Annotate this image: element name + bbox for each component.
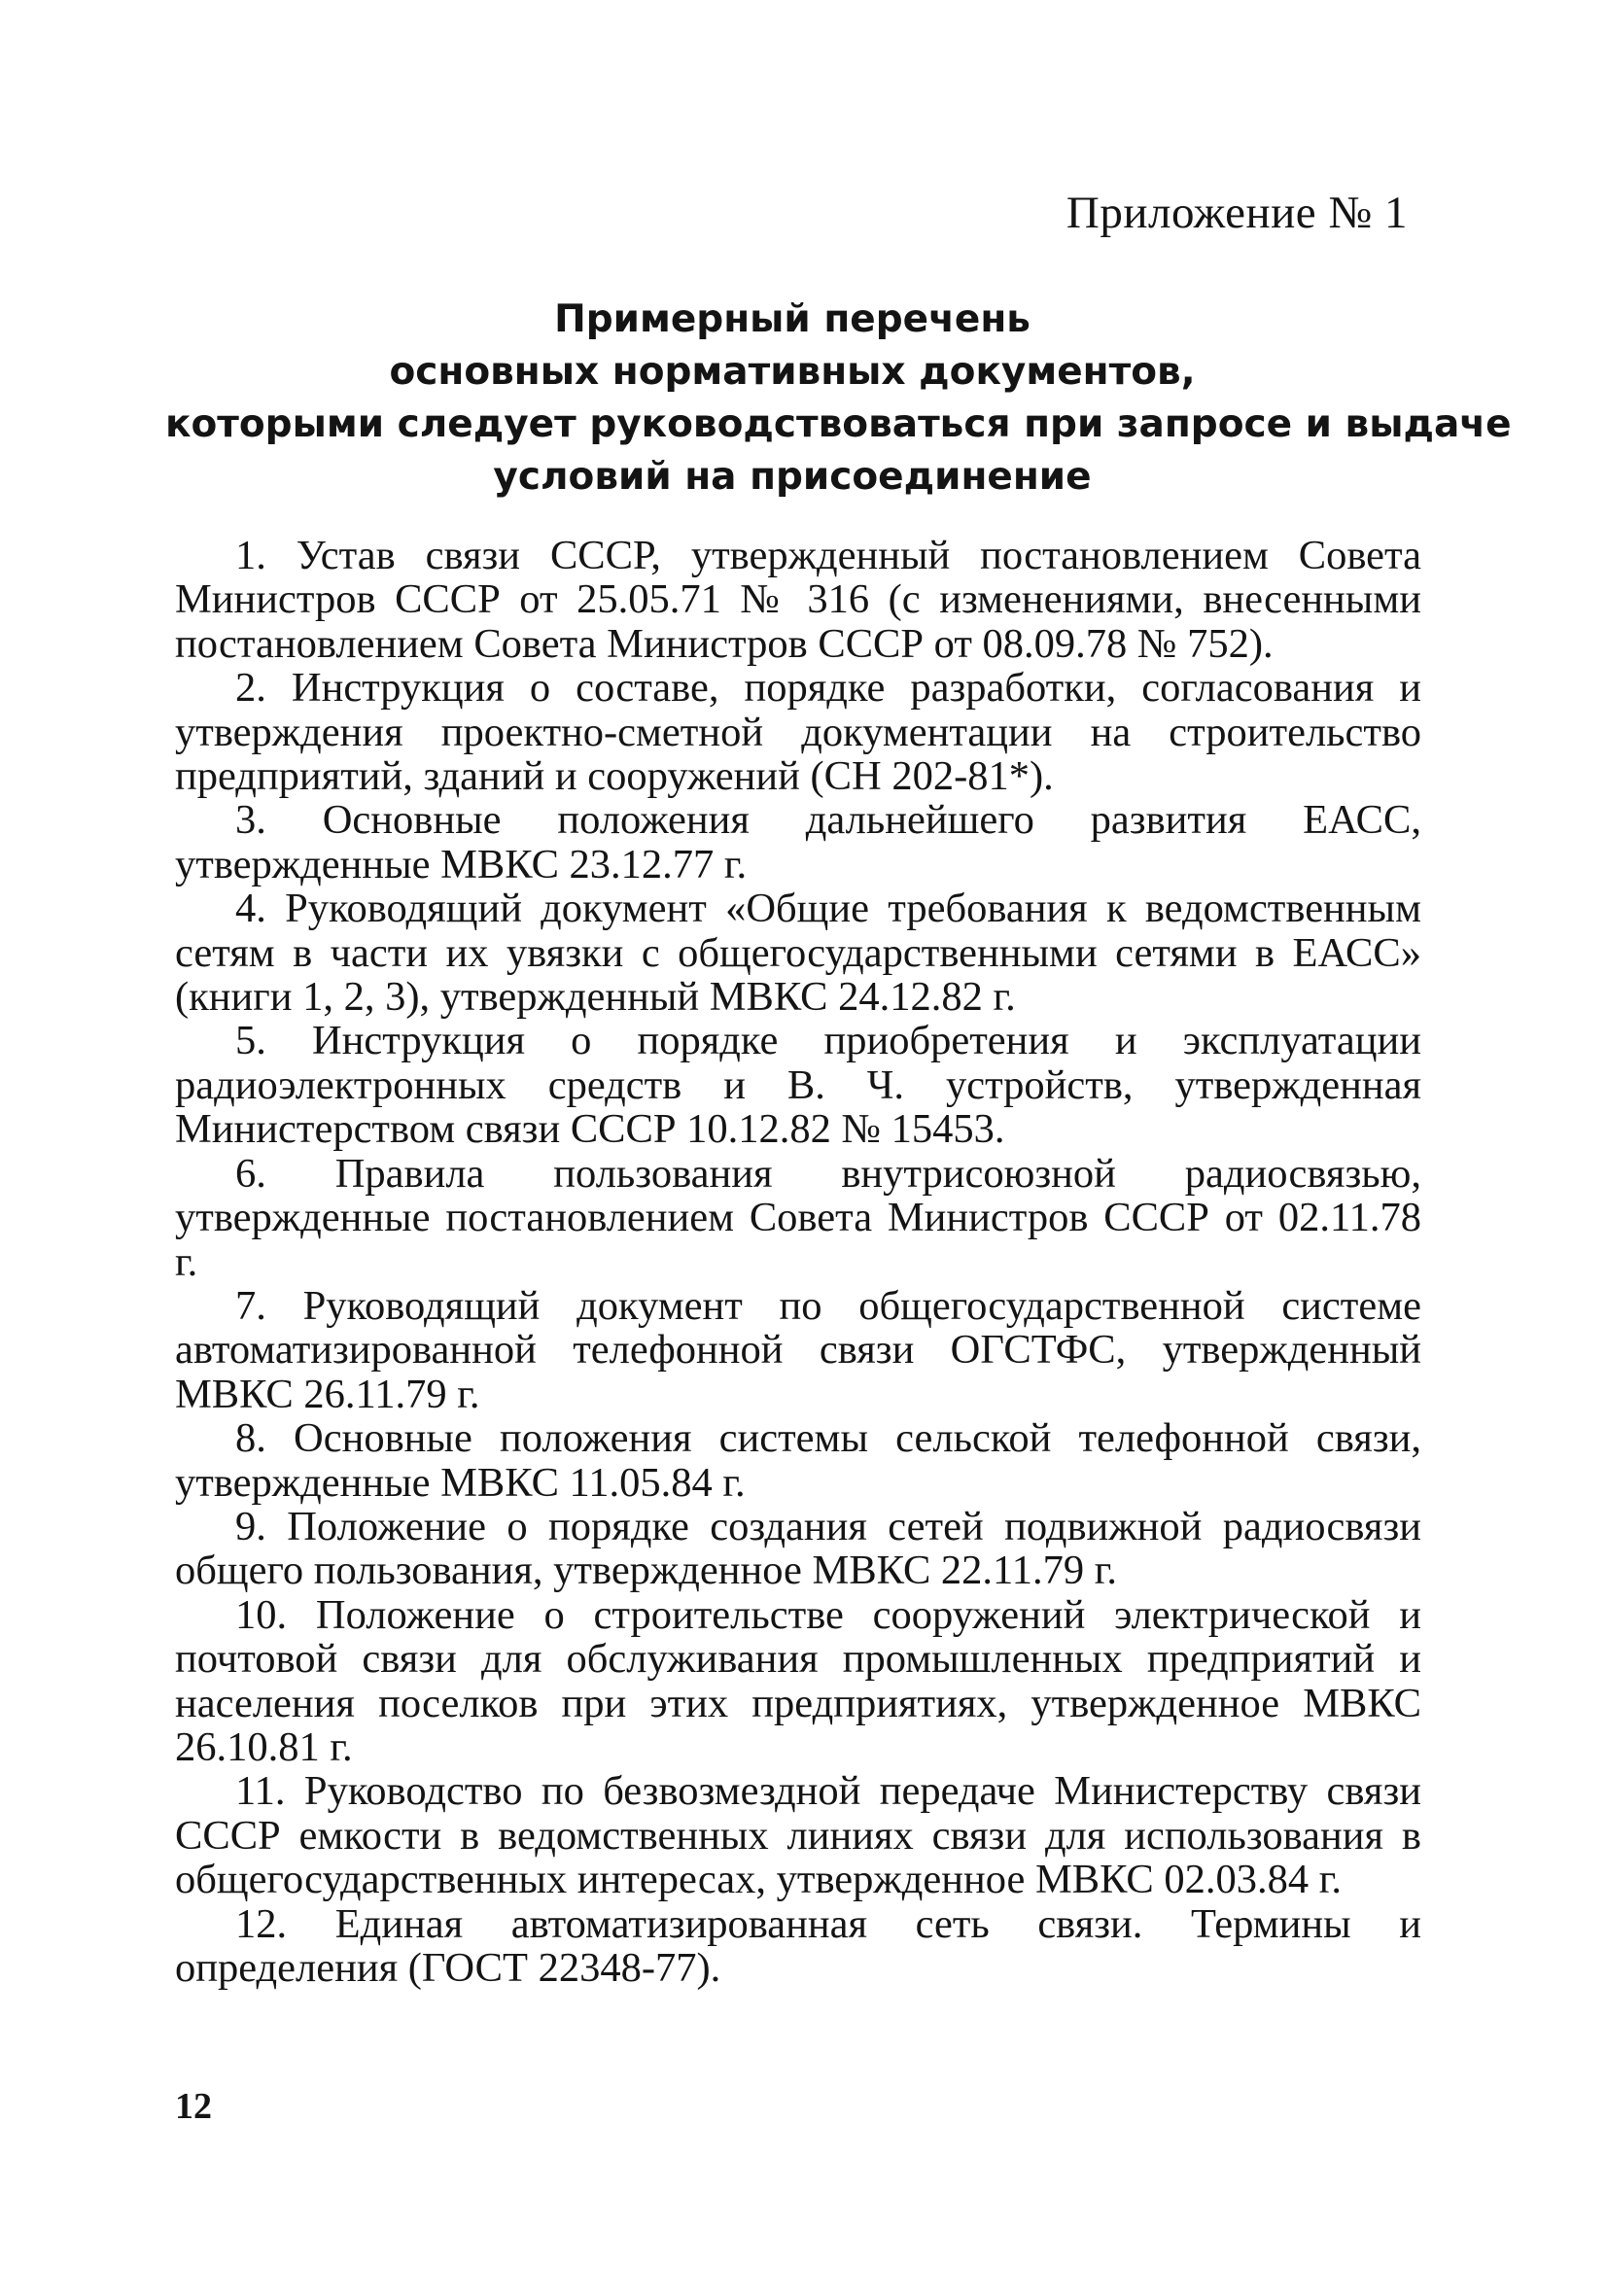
list-item: 9. Положение о порядке создания сетей подвижной радиосвязи общего пользования, утвержденное МВКС 22.11.79 г.: [175, 1503, 1421, 1594]
list-item: 2. Инструкция о составе, порядке разработки, согласования и утверждения проектно-сметной документации на строительство предприятий, зданий и сооружений (СН 202-81*).: [175, 665, 1421, 800]
list-item: 12. Единая автоматизированная сеть связи. Термины и определения (ГОСТ 22348-77).: [175, 1900, 1421, 1991]
list-item: 1. Устав связи СССР, утвержденный постановлением Совета Министров СССР от 25.05.71 № 316 (с изменениями, внесенными постановлением Совета Министров СССР от 08.09.78 № 752).: [175, 533, 1421, 667]
list-item: 11. Руководство по безвозмездной передаче Министерству связи СССР емкости в ведомственных линиях связи для использования в общегосударственных интересах, утвержденное МВКС 02.03.84 г.: [175, 1768, 1421, 1903]
list-item: 3. Основные положения дальнейшего развития ЕАСС, утвержденные МВКС 23.12.77 г.: [175, 797, 1421, 887]
appendix-label: Приложение № 1: [1066, 188, 1408, 238]
list-item: 4. Руководящий документ «Общие требования к ведомственным сетям в части их увязки с общегосударственными сетями в ЕАСС» (книги 1, 2, 3), утвержденный МВКС 24.12.82 г.: [175, 886, 1421, 1021]
list-item: 7. Руководящий документ по общегосударственной системе автоматизированной телефонной связи ОГСТФС, утвержденный МВКС 26.11.79 г.: [175, 1282, 1421, 1417]
document-title: [165, 294, 1512, 504]
list-item: 10. Положение о строительстве сооружений электрической и почтовой связи для обслуживания промышленных предприятий и населения поселков при этих предприятиях, утвержденное МВКС 26.10.81 г.: [175, 1591, 1421, 1770]
page-number: 12: [175, 2086, 212, 2127]
list-item: 8. Основные положения системы сельской телефонной связи, утвержденные МВКС 11.05.84 г.: [175, 1415, 1421, 1506]
title-line: которыми следует руководствоваться при запросе и выдаче: [165, 402, 1512, 446]
documents-list: [175, 534, 1421, 1990]
title-line: условий на присоединение: [493, 455, 1092, 499]
title-line: основных нормативных документов,: [389, 350, 1196, 394]
title-line: Примерный перечень: [554, 297, 1031, 341]
list-item: 5. Инструкция о порядке приобретения и эксплуатации радиоэлектронных средств и В. Ч. устройств, утвержденная Министерством связи СССР 10.12.82 № 15453.: [175, 1018, 1421, 1153]
list-item: 6. Правила пользования внутрисоюзной радиосвязью, утвержденные постановлением Совета Министров СССР от 02.11.78 г.: [175, 1150, 1421, 1285]
